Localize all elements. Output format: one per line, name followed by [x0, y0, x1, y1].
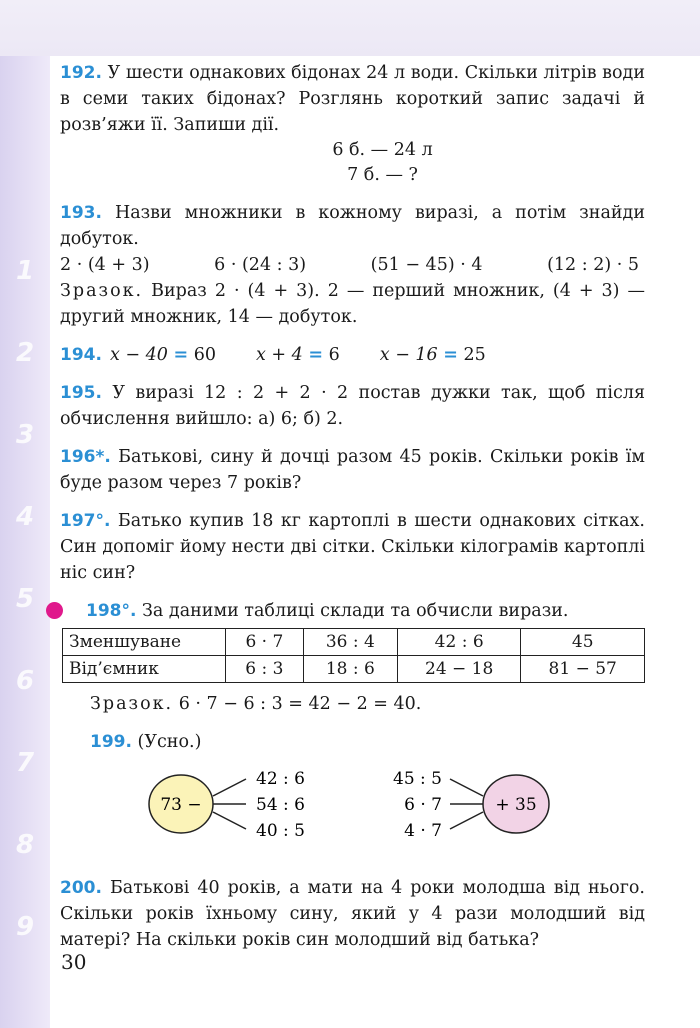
table-row [63, 656, 645, 683]
sample [60, 278, 645, 330]
exercise-text [60, 444, 645, 496]
exercise-body: (Усно.) [137, 732, 202, 752]
short-record-line-1: 6 б. — 24 л [332, 140, 433, 160]
side-number: 4 [15, 502, 35, 532]
equals-sign: = [173, 345, 189, 365]
exercise-number: 196*. [60, 447, 111, 467]
diagram-svg [90, 759, 650, 855]
exercise-text [60, 380, 645, 432]
right-item: 4 · 7 [404, 821, 442, 841]
exercise-number: 198°. [86, 601, 137, 621]
exercise-193 [60, 200, 645, 330]
side-number: 2 [15, 338, 35, 368]
short-record-line-2: 7 б. — ? [347, 165, 418, 185]
exercise-number: 200. [60, 878, 102, 898]
exercise-body: Батькові 40 років, а мати на 4 роки молодша від нього. Скільки років їхньому сину, який у 4 рази молодший від матері? На скільки років син молодший від батька? [60, 878, 645, 950]
sample-text: Вираз 2 · (4 + 3). 2 — перший множник, (4 + 3) — другий множник, 14 — добуток. [60, 281, 645, 327]
side-number: 8 [15, 830, 35, 860]
exercise-200 [60, 875, 645, 953]
equation [380, 342, 486, 368]
table-cell: 42 : 6 [397, 629, 521, 656]
data-table [62, 628, 645, 683]
exercise-text [60, 508, 645, 586]
side-number: 7 [15, 748, 35, 778]
exercise-body: За даними таблиці склади та обчисли вирази. [142, 601, 569, 621]
table-cell: 18 : 6 [303, 656, 397, 683]
exercise-text [60, 200, 645, 252]
equation-left: x − 40 [109, 345, 168, 365]
exercise-number: 192. [60, 63, 102, 83]
sample [60, 691, 645, 717]
equals-sign: = [308, 345, 324, 365]
exercise-number: 194. [60, 345, 102, 365]
equation-right: 60 [193, 345, 216, 365]
left-item: 40 : 5 [256, 821, 305, 841]
right-item: 6 · 7 [404, 795, 442, 815]
row-header: Зменшуване [63, 629, 226, 656]
side-number: 3 [15, 420, 35, 450]
connector-line [450, 812, 483, 829]
equals-sign: = [443, 345, 458, 365]
exercise-body: Батько купив 18 кг картоплі в шести однакових сітках. Син допоміг йому нести дві сітки. Скільки кілограмів картоплі ніс син? [60, 511, 645, 583]
exercise-body: У шести однакових бідонах 24 л води. Скільки літрів води в семи таких бідонах? Розглянь короткий запис задачі й розв’яжи її. Запиши дії. [60, 63, 645, 135]
exercise-199 [60, 729, 645, 855]
page-content [60, 60, 645, 965]
expression-row [60, 252, 645, 278]
exercise-text [60, 60, 645, 138]
table-row [63, 629, 645, 656]
equation-left: x − 16 [379, 345, 438, 365]
exercise-number: 199. [90, 732, 132, 752]
exercise-text [60, 875, 645, 953]
equation-right: 25 [463, 345, 486, 365]
side-number: 5 [15, 584, 35, 614]
side-number: 9 [15, 912, 35, 942]
connector-line [213, 779, 246, 796]
right-circle-label: + 35 [495, 795, 537, 815]
sample-text: 6 · 7 − 6 : 3 = 42 − 2 = 40. [178, 694, 422, 714]
exercise-body: Батькові, сину й дочці разом 45 років. Скільки років їм буде разом через 7 років? [60, 447, 645, 493]
expression: 2 · (4 + 3) [60, 255, 150, 275]
left-circle-label: 73 − [160, 795, 202, 815]
side-number: 6 [15, 666, 35, 696]
expression: (51 − 45) · 4 [370, 255, 483, 275]
row-header: Від’ємник [63, 656, 226, 683]
sample-label: Зразок. [90, 694, 174, 714]
table-cell: 81 − 57 [521, 656, 645, 683]
exercise-195 [60, 380, 645, 432]
exercise-196 [60, 444, 645, 496]
exercise-number: 193. [60, 203, 102, 223]
sample-label: Зразок. [60, 281, 144, 301]
equation-right: 6 [328, 345, 340, 365]
exercise-192 [60, 60, 645, 188]
right-item: 45 : 5 [393, 769, 442, 789]
connector-line [450, 779, 483, 796]
exercise-197 [60, 508, 645, 586]
exercise-198 [60, 598, 645, 717]
left-item: 54 : 6 [256, 795, 305, 815]
side-number: 1 [15, 256, 35, 286]
table-cell: 36 : 4 [303, 629, 397, 656]
exercise-text [60, 598, 645, 624]
table-cell: 24 − 18 [397, 656, 521, 683]
exercise-body: У виразі 12 : 2 + 2 · 2 постав дужки так, щоб після обчислення вийшло: а) 6; б) 2. [60, 383, 645, 429]
exercise-number: 197°. [60, 511, 111, 531]
equation [110, 342, 216, 368]
mental-math-diagram [90, 759, 645, 855]
exercise-body: Назви множники в кожному виразі, а потім знайди добуток. [60, 203, 645, 249]
exercise-text [90, 729, 645, 755]
exercise-194 [60, 342, 645, 368]
expression: 6 · (24 : 3) [214, 255, 307, 275]
exercise-number: 195. [60, 383, 102, 403]
side-thumb-index [0, 56, 50, 1028]
equation [256, 342, 340, 368]
page-number: 30 [61, 950, 87, 974]
top-band [0, 0, 700, 56]
connector-line [213, 812, 246, 829]
expression: (12 : 2) · 5 [547, 255, 639, 275]
left-item: 42 : 6 [256, 769, 305, 789]
equation-left: x + 4 [256, 345, 303, 365]
table-cell: 6 · 7 [226, 629, 304, 656]
table-cell: 6 : 3 [226, 656, 304, 683]
table-cell: 45 [521, 629, 645, 656]
group-work-dot-icon [46, 602, 63, 619]
